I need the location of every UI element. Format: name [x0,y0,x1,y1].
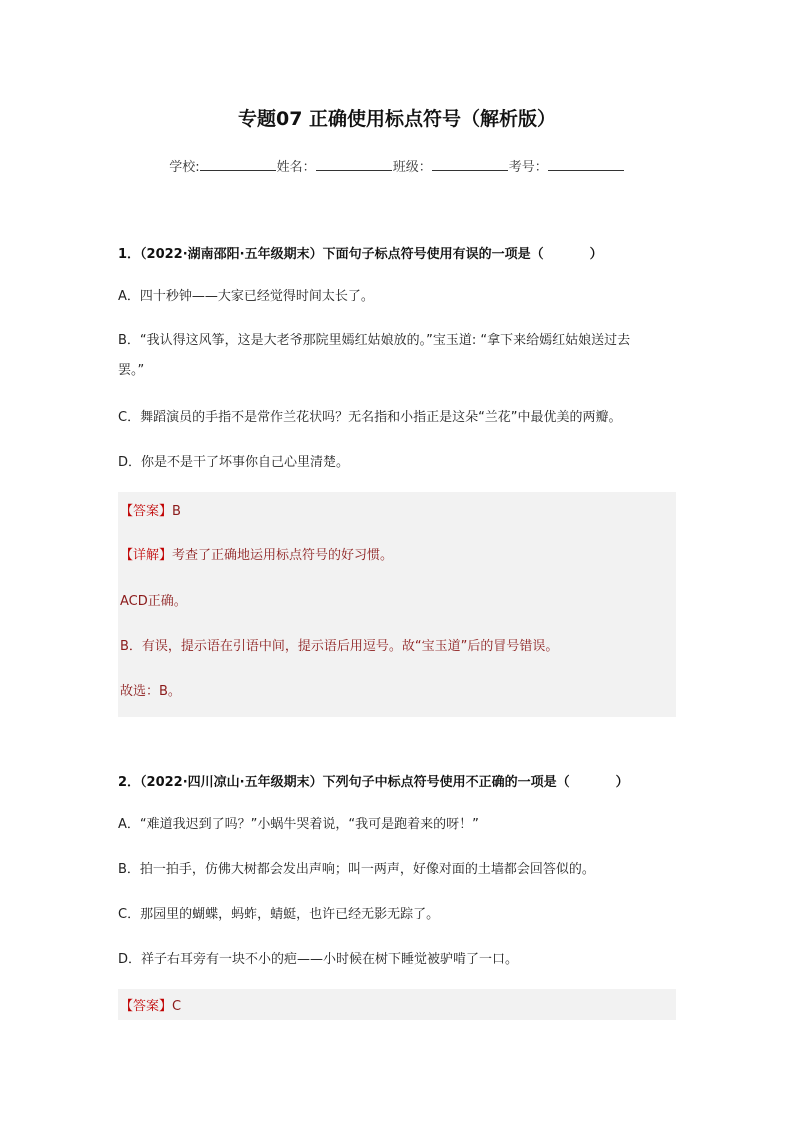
question-1-conclusion: 故选：B。 [120,684,181,699]
question-1-option-b-cont: 罢。” [118,363,145,378]
school-blank [200,157,276,171]
page-title: 专题07 正确使用标点符号（解析版） [237,108,557,130]
class-blank [432,157,508,171]
question-2-option-d: D．祥子右耳旁有一块不小的疤——小时候在树下睡觉被驴啃了一口。 [118,952,519,967]
question-1-answer [120,500,181,519]
class-label: 班级： [392,160,432,175]
question-2-answer [120,995,181,1014]
question-2-option-a: A．“难道我迟到了吗？”小蜗牛哭着说，“我可是跑着来的呀！” [118,817,479,832]
question-1-option-d: D．你是不是干了坏事你自己心里清楚。 [118,455,350,470]
question-1-option-a: A．四十秒钟——大家已经觉得时间太长了。 [118,289,374,304]
name-blank [316,157,392,171]
question-1-answer-box [118,492,676,717]
question-2-option-b: B．拍一拍手，仿佛大树都会发出声响；叫一两声，好像对面的土墙都会回答似的。 [118,862,595,877]
school-label: 学校: [169,160,200,175]
question-1-option-c: C．舞蹈演员的手指不是常作兰花状吗？无名指和小指正是这朵“兰花”中最优美的两瓣。 [118,410,622,425]
exam-no-label: 考号： [508,160,548,175]
question-1-close: ） [589,247,603,262]
question-2-text: （2022·四川凉山·五年级期末）下列句子中标点符号使用不正确的一项是（ [140,775,570,790]
student-info-line [0,156,794,175]
question-1-text: （2022·湖南邵阳·五年级期末）下面句子标点符号使用有误的一项是（ [140,247,544,262]
question-1-explanation-2: B．有误，提示语在引语中间，提示语后用逗号。故“宝玉道”后的冒号错误。 [120,639,559,654]
name-label: 姓名： [276,160,316,175]
question-1-detail [120,544,393,563]
answer-value: C [172,999,182,1014]
detail-text: 考查了正确地运用标点符号的好习惯。 [172,548,394,563]
detail-tag: 【详解】 [120,548,173,563]
answer-value: B [172,504,181,519]
exam-no-blank [548,157,624,171]
question-2-option-c: C．那园里的蝴蝶，蚂蚱，蜻蜓，也许已经无影无踪了。 [118,907,440,922]
question-1-explanation-1: ACD正确。 [120,594,187,609]
question-2-close: ） [615,775,629,790]
question-2-stem [118,771,678,790]
answer-tag: 【答案】 [120,999,173,1014]
question-1-number: 1． [118,247,141,262]
question-2-answer-box [118,989,676,1020]
question-2-number: 2． [118,775,141,790]
question-1-option-b: B．“我认得这风筝，这是大老爷那院里嫣红姑娘放的。”宝玉道: “拿下来给嫣红姑娘送过去 [118,333,631,348]
answer-tag: 【答案】 [120,504,173,519]
question-1-stem [118,243,678,262]
